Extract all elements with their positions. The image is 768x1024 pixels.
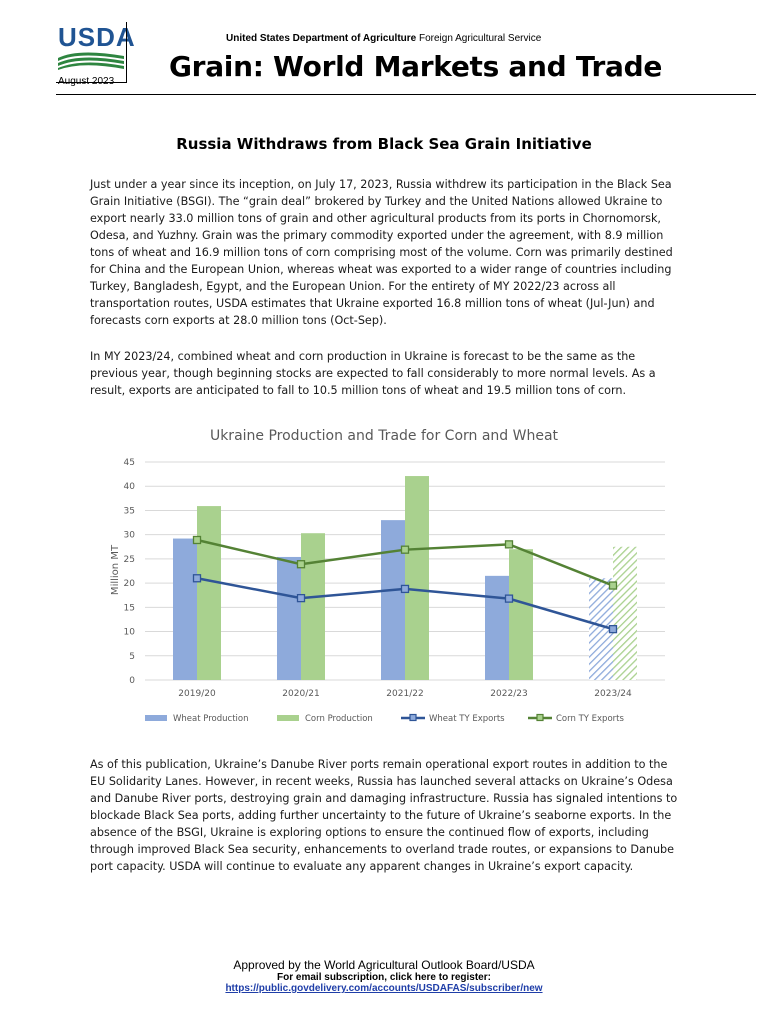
agency-line — [226, 33, 541, 44]
legend-swatch — [145, 715, 167, 721]
bar-wheat-production — [381, 520, 405, 680]
header-rule — [56, 94, 756, 95]
y-tick-label: 10 — [123, 627, 135, 638]
marker-wheat-ty-exports — [194, 575, 201, 582]
y-tick-label: 15 — [123, 603, 135, 614]
bar-corn-production — [405, 476, 429, 680]
y-axis-label: Million MT — [110, 544, 121, 596]
x-tick-label: 2023/24 — [594, 689, 632, 699]
paragraph-1: Just under a year since its inception, on July 17, 2023, Russia withdrew its participation in the Black Sea Grain Initiative (BSGI). The “grain deal” brokered by Turkey and the United Nations allowed Ukraine to export nearly 33.0 million tons of grain and other agricultural products from its ports in Chornomorsk, Odesa, and Yuzhny. Grain was the primary commodity exported under the agreement, with 8.9 million tons of wheat and 16.9 million tons of corn comprising most of the volume. Corn was primarily destined for China and the European Union, whereas wheat was exported to a wider range of countries including Turkey, Bangladesh, Egypt, and the European Union. For the entirety of MY 2022/23 across all transportation routes, USDA estimates that Ukraine exported 16.8 million tons of wheat (Jul-Jun) and forecasts corn exports at 28.0 million tons (Oct-Sep). — [90, 178, 673, 327]
legend-marker — [410, 715, 416, 721]
x-tick-label: 2020/21 — [282, 689, 320, 699]
y-tick-label: 0 — [129, 676, 135, 686]
marker-wheat-ty-exports — [610, 626, 617, 633]
logo-frame — [56, 22, 136, 83]
y-tick-label: 40 — [123, 482, 135, 493]
bar-wheat-production — [485, 576, 509, 680]
issue-date: August 2023 — [58, 76, 115, 87]
bar-corn-production — [613, 547, 637, 680]
report-title: Grain: World Markets and Trade — [169, 50, 663, 83]
y-tick-label: 30 — [123, 530, 135, 541]
y-tick-label: 45 — [123, 458, 135, 468]
x-tick-label: 2021/22 — [386, 689, 424, 699]
marker-corn-ty-exports — [402, 546, 409, 553]
marker-wheat-ty-exports — [298, 595, 305, 602]
legend-label: Wheat TY Exports — [429, 714, 505, 724]
subscription-link[interactable]: https://public.govdelivery.com/accounts/USDAFAS/subscriber/new — [225, 983, 543, 994]
y-tick-label: 35 — [123, 506, 135, 517]
approval-note: Approved by the World Agricultural Outlook Board/USDA — [233, 958, 535, 972]
logo-text: USDA — [58, 22, 136, 52]
bar-wheat-production — [277, 557, 301, 680]
bar-wheat-production — [173, 539, 197, 680]
bar-corn-production — [301, 533, 325, 680]
legend-marker — [537, 715, 543, 721]
legend-label: Wheat Production — [173, 714, 249, 724]
y-tick-label: 5 — [129, 651, 135, 662]
chart-title: Ukraine Production and Trade for Corn and Wheat — [209, 428, 559, 444]
legend-label: Corn TY Exports — [556, 714, 624, 724]
marker-corn-ty-exports — [610, 582, 617, 589]
agency-name: United States Department of Agriculture — [226, 33, 417, 44]
marker-wheat-ty-exports — [402, 585, 409, 592]
y-tick-label: 25 — [123, 554, 135, 565]
agency-division: Foreign Agricultural Service — [419, 33, 542, 44]
footer — [0, 958, 768, 994]
marker-corn-ty-exports — [506, 541, 513, 548]
paragraph-2: In MY 2023/24, combined wheat and corn production in Ukraine is forecast to be the same as the previous year, though beginning stocks are expected to fall considerably to more normal levels. As a result, exports are anticipated to fall to 10.5 million tons of wheat and 19.5 million tons of corn. — [90, 350, 656, 397]
production-trade-chart — [90, 420, 680, 740]
x-tick-label: 2022/23 — [490, 689, 528, 699]
marker-corn-ty-exports — [194, 536, 201, 543]
bar-corn-production — [509, 549, 533, 680]
bar-corn-production — [197, 506, 221, 680]
paragraph-3: As of this publication, Ukraine’s Danube River ports remain operational export routes in addition to the EU Solidarity Lanes. However, in recent weeks, Russia has launched several attacks on Ukraine’s Odesa and Danube River ports, destroying grain and damaging infrastructure. Russia has signaled intentions to blockade Black Sea ports, adding further uncertainty to the future of Ukraine’s seaborne exports. In the absence of the BSGI, Ukraine is exploring options to ensure the continued flow of exports, including through improved Black Sea security, enhancements to overland trade routes, or expansions to Danube port capacity. USDA will continue to evaluate any apparent changes in Ukraine’s export capacity. — [90, 758, 678, 873]
x-tick-label: 2019/20 — [178, 689, 216, 699]
marker-wheat-ty-exports — [506, 595, 513, 602]
legend-label: Corn Production — [305, 714, 373, 724]
y-tick-label: 20 — [123, 579, 135, 590]
legend-swatch — [277, 715, 299, 721]
article-headline: Russia Withdraws from Black Sea Grain Initiative — [176, 135, 592, 153]
subscription-note: For email subscription, click here to register: — [277, 972, 491, 983]
marker-corn-ty-exports — [298, 561, 305, 568]
